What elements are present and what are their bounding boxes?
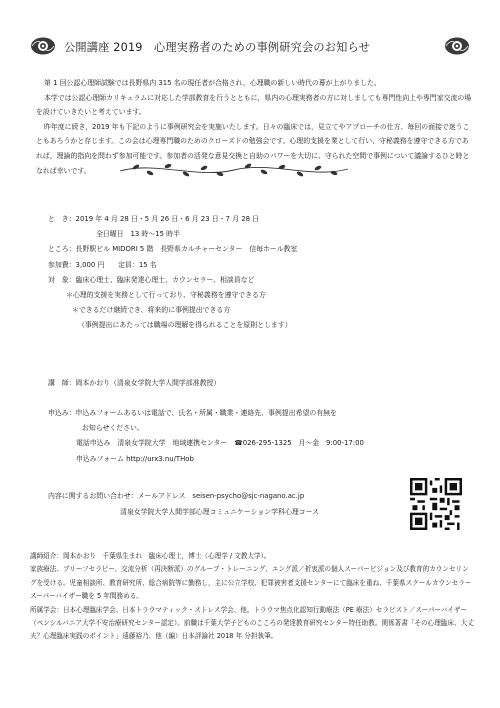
header xyxy=(30,36,470,58)
phone-application: 電話申込み 清泉女学院大学 地域連携センター ☎026-295-1325 月〜金 9:00-17:00 xyxy=(76,439,364,448)
apply-instruction-cont: お知らせください。 xyxy=(82,424,144,433)
contact-email[interactable]: 内容に関するお問い合わせ：メールアドレス seisen-psycho@sjc-nagano.ac.jp xyxy=(48,492,305,500)
contact-section xyxy=(48,488,319,520)
rose-emblem-icon xyxy=(444,36,470,56)
intro-paragraph: 本学では公認心理師カリキュラムに対応した学部教育を行うとともに，県内の心理実務者の方に対しましても専門性向上や専門家交流の場を設けていきたいと考えています。 xyxy=(36,93,472,117)
lecturer-line: 講 師：岡本かおり（清泉女学院大学人間学部准教授） xyxy=(48,379,221,387)
target-condition: ＊心理的支援を実務として行っており、守秘義務を遵守できる方 xyxy=(66,291,266,300)
page-title: 公開講座 2019 心理実務者のための事例研究会のお知らせ xyxy=(64,41,370,54)
bio-intro: 講師紹介：岡本かおり 千葉県生まれ 臨床心理士，博士（心理学 / 文教大学）。 xyxy=(30,552,271,560)
vine-divider-icon xyxy=(116,159,352,181)
lecturer-profile xyxy=(30,550,474,644)
event-details xyxy=(48,214,297,332)
target-condition-note: （事例提出にあたっては職場の理解を得られることを原則とします） xyxy=(78,321,292,330)
event-place: ところ：長野駅ビル MIDORI 5 階 長野県カルチャーセンター 信毎ホール教室 xyxy=(48,245,298,254)
application-section xyxy=(48,408,364,465)
intro-paragraph: 第 1 回公認心理師試験では長野県内 315 名の現任者が合格され，心理職の新しい時代の幕が上がりました。 xyxy=(44,79,381,87)
application-form-link[interactable]: 申込みフォーム http://urx3.nu/THob xyxy=(76,454,194,463)
target-condition: ＊できるだけ継続でき、将来的に事例提出できる方 xyxy=(72,306,231,315)
event-fee: 参加費：3,000 円 定員：15 名 xyxy=(48,260,157,269)
event-dates: と き：2019 年 4 月 28 日・5 月 26 日・6 月 23 日・7 月 28 日 xyxy=(48,215,260,223)
bio-career: 家族療法、ブリーフセラピー、交流分析（再決断派）のグループ・トレーニング、エング派／折衷派の個人スーパービジョン及び教育的カウンセリングを受ける。児童相談所、教育研究所、総合病院等に勤務し，主に公立学校、犯罪被害者支援センターにて臨床を重ね、千葉県スクールカウンセラースーパーバイザー職を 5 年間務める。 xyxy=(30,565,472,601)
intro-paragraph: 昨年度に続き，2019 年も下記のように事例研究会を実施いたします。日々の臨床では，見立てやアプローチの仕方、毎回の面接で迷うこともあろうかと存じます。この会は心理専門職のためのクローズドの勉強会です。心理的支援を業として行い、守秘義務を遵守できる方であれば，理論的指向を問わず参加可能です。参加者の活発な意見交換と自助のパワーを大切に、守られた空間で事例について議論するひと時となれば幸いです。 xyxy=(36,122,470,175)
rose-emblem-icon xyxy=(30,36,56,56)
apply-instruction: 申込み：申込みフォームあるいは電話で、氏名・所属・職業・連絡先、事例提出希望の有無を xyxy=(48,409,337,417)
event-time: 全日曜日 13 時〜15 時半 xyxy=(96,230,180,239)
bio-affiliations: 所属学会：日本心理臨床学会、日本トラウマティック・ストレス学会、他。トラウマ焦点化認知行動療法（PE 療法）セラピスト／スーパーバイザー（ペンシルバニア大学不安治療研究センター認定）。前職は千葉大学子どものこころの発達教育研究センター特任助教。関係著書「その心理臨床、大丈夫？心理臨床実践のポイント」遠藤裕乃、他（編）日本評論社 2018 年 分担執筆。 xyxy=(30,605,474,641)
qr-code-icon[interactable] xyxy=(410,478,462,530)
event-target: 対 象：臨床心理士、臨床発達心理士、カウンセラー、相談員など xyxy=(48,275,255,284)
contact-department: 清泉女学院大学人間学部心理コミュニケーション学科心理コース xyxy=(120,508,320,516)
